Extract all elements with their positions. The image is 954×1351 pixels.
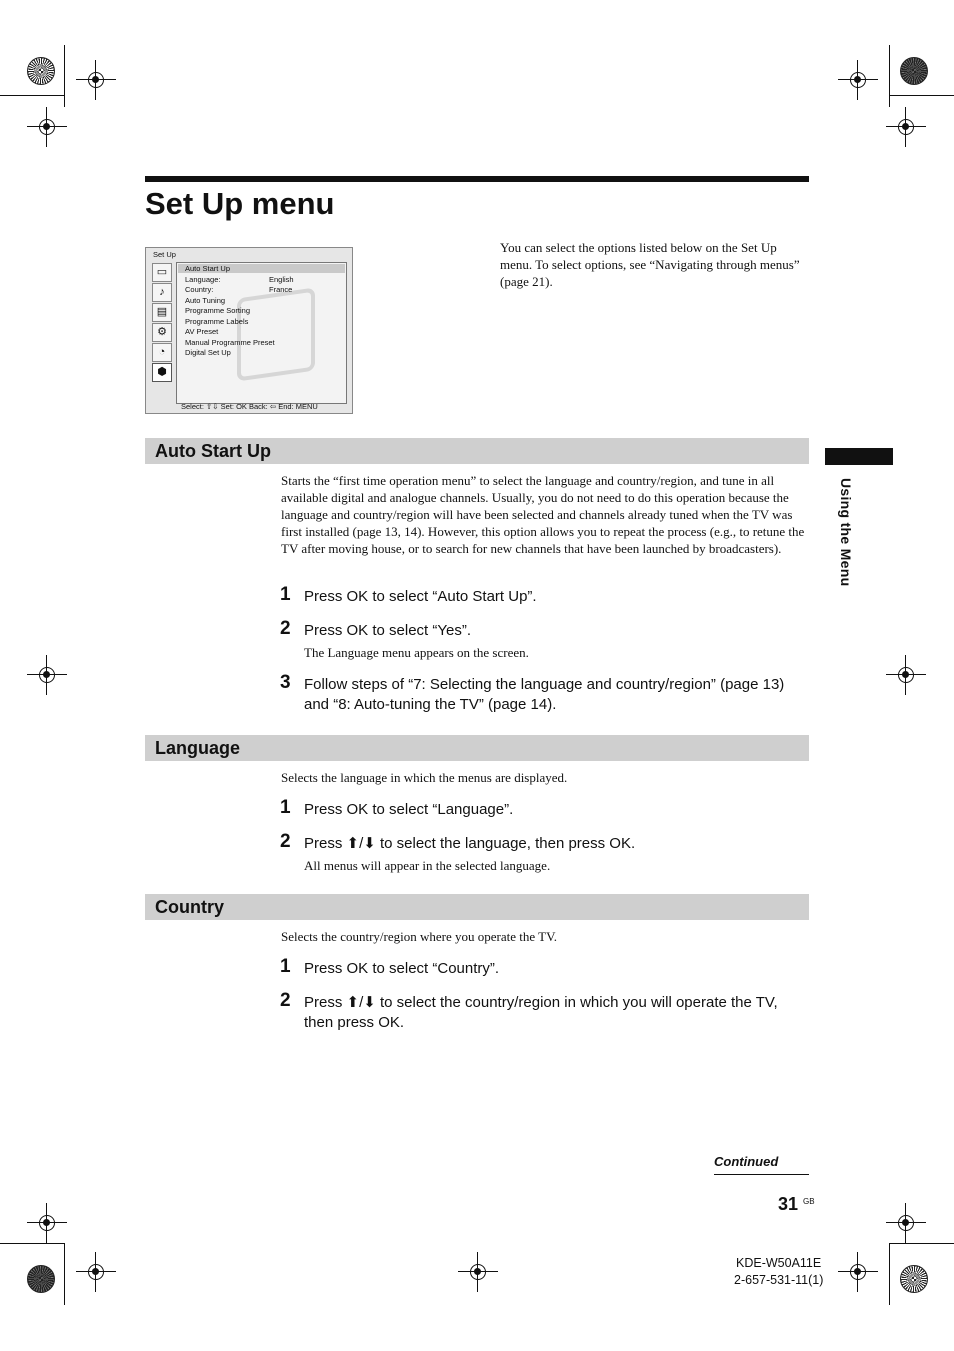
- menu-item: Auto Start Up: [185, 264, 231, 273]
- crosshair-icon: [27, 655, 67, 695]
- document-code: 2-657-531-11(1): [734, 1273, 824, 1287]
- section-header-country: [145, 894, 809, 920]
- page-suffix: GB: [803, 1197, 815, 1206]
- crosshair-icon: [886, 107, 926, 147]
- step-text: Follow steps of “7: Selecting the language and country/region” (page 13) and “8: Auto-tuning the TV” (page 14).: [304, 676, 785, 713]
- step-number: 2: [280, 990, 291, 1011]
- page-number: 31: [778, 1194, 799, 1214]
- menu-item: Language:: [185, 274, 221, 284]
- tv-icon: ▭: [152, 263, 172, 282]
- menu-panel: [176, 262, 347, 404]
- continued-label: Continued: [714, 1154, 779, 1169]
- settings-icon: ⚙: [152, 323, 172, 342]
- setup-menu-screenshot: [145, 247, 353, 414]
- menu-value-language: English: [269, 274, 294, 284]
- crop-line: [64, 1243, 65, 1305]
- crosshair-icon: [27, 107, 67, 147]
- menu-item: Programme Labels: [185, 316, 249, 326]
- menu-item: Manual Programme Preset: [185, 337, 275, 347]
- crop-line: [64, 45, 65, 107]
- step-text: Press OK to select “Language”.: [304, 801, 514, 818]
- registration-wheel-icon: [900, 1265, 928, 1293]
- registration-wheel-icon: [27, 1265, 55, 1293]
- section-title: Country: [155, 897, 224, 917]
- title-rule: [145, 176, 809, 182]
- menu-item: Digital Set Up: [185, 348, 231, 357]
- section-body: Selects the country/region where you operate the TV.: [281, 929, 558, 944]
- menu-item: Programme Sorting: [185, 306, 251, 315]
- crosshair-icon: [886, 1203, 926, 1243]
- section-title: Auto Start Up: [155, 441, 271, 461]
- step-number: 1: [280, 584, 291, 605]
- crosshair-icon: [838, 1252, 878, 1292]
- section-body: Selects the language in which the menus are displayed.: [281, 770, 568, 785]
- crop-line: [0, 95, 64, 96]
- crop-line: [890, 1243, 954, 1244]
- step-text: Press OK to select “Country”.: [304, 960, 500, 977]
- timer-icon: ◔: [152, 343, 172, 362]
- menu-item: Auto Tuning: [185, 295, 226, 305]
- section-body: Starts the “first time operation menu” to select the language and country/region, and tune in all available digital and analogue channels. Usually, you do not need to do this operation because the language and country/region will have been selected and channels already tuned when the TV was first installed (page 13, 14). However, this option allows you to repeat the process (e.g., to retune the TV after moving house, or to search for new channels that have been launched by broadcasters).: [281, 473, 805, 556]
- crop-line: [890, 95, 954, 96]
- page-title: Set Up menu: [145, 186, 335, 221]
- setup-watermark-icon: [237, 288, 315, 382]
- menu-item: AV Preset: [185, 327, 219, 336]
- step-text: Press ⬆/⬇ to select the language, then press OK.: [304, 835, 636, 852]
- step-note: The Language menu appears on the screen.: [304, 645, 529, 660]
- section-tab: [825, 448, 893, 465]
- crosshair-icon: [76, 1252, 116, 1292]
- setup-icon: ⬢: [152, 363, 172, 382]
- side-label: Using the Menu: [838, 478, 854, 587]
- registration-wheel-icon: [27, 57, 55, 85]
- crosshair-icon: [76, 60, 116, 100]
- menu-item: Country:: [185, 285, 214, 294]
- section-header-auto-start-up: [145, 438, 809, 464]
- crosshair-icon: [886, 655, 926, 695]
- menu-value-country: France: [269, 285, 293, 294]
- section-header-language: [145, 735, 809, 761]
- model-number: KDE-W50A11E: [736, 1256, 822, 1270]
- sound-icon: ♪: [152, 283, 172, 302]
- menu-title: Set Up: [153, 250, 176, 259]
- crop-line: [889, 45, 890, 107]
- step-number: 2: [280, 831, 291, 852]
- step-number: 1: [280, 956, 291, 977]
- crosshair-icon: [27, 1203, 67, 1243]
- step-text: Press ⬆/⬇ to select the country/region in which you will operate the TV, then press OK.: [304, 994, 778, 1031]
- step-number: 3: [280, 672, 291, 693]
- section-title: Language: [155, 738, 241, 758]
- step-text: Press OK to select “Auto Start Up”.: [304, 588, 537, 605]
- step-number: 2: [280, 618, 291, 639]
- crosshair-icon: [458, 1252, 498, 1292]
- continued-rule: [714, 1174, 809, 1175]
- step-text: Press OK to select “Yes”.: [304, 622, 472, 639]
- step-number: 1: [280, 797, 291, 818]
- crop-line: [889, 1243, 890, 1305]
- crop-line: [0, 1243, 64, 1244]
- menu-footer: Select: ⇧⇩ Set: OK Back: ⇦ End: MENU: [181, 402, 318, 411]
- intro-text: You can select the options listed below on the Set Up menu. To select options, see “Navigating through menus” (page 21).: [500, 240, 800, 289]
- picture-icon: ▤: [152, 303, 172, 322]
- step-note: All menus will appear in the selected language.: [304, 858, 551, 873]
- crosshair-icon: [838, 60, 878, 100]
- registration-wheel-icon: [900, 57, 928, 85]
